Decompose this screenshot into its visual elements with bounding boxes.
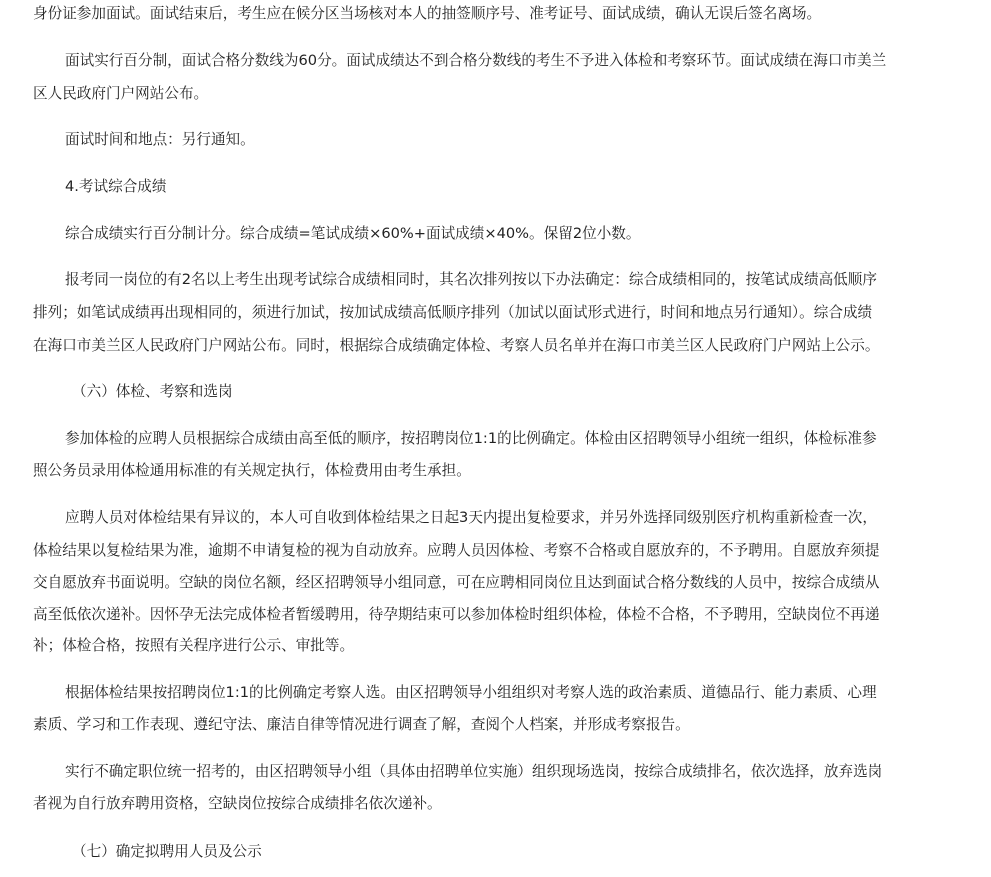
text-line: 补；体检合格，按照有关程序进行公示、审批等。 [33,637,355,654]
section-heading: （七）确定拟聘用人员及公示 [72,843,262,860]
text-line: 高至低依次递补。因怀孕无法完成体检者暂缓聘用，待孕期结束可以参加体检时组织体检，体检不合格，不予聘用，空缺岗位不再递 [33,606,880,623]
text-line: 照公务员录用体检通用标准的有关规定执行，体检费用由考生承担。 [33,462,471,479]
text-line: 根据体检结果按招聘岗位1:1的比例确定考察人选。由区招聘领导小组组织对考察人选的政治素质、道德品行、能力素质、心理 [65,684,877,701]
text-line: 参加体检的应聘人员根据综合成绩由高至低的顺序，按招聘岗位1:1的比例确定。体检由区招聘领导小组统一组织，体检标准参 [65,430,877,447]
text-line: 区人民政府门户网站公布。 [33,85,209,102]
text-line: 素质、学习和工作表现、遵纪守法、廉洁自律等情况进行调查了解，查阅个人档案，并形成考察报告。 [33,716,690,733]
text-line: 报考同一岗位的有2名以上考生出现考试综合成绩相同时，其名次排列按以下办法确定：综合成绩相同的，按笔试成绩高低顺序 [65,271,877,288]
text-line: 综合成绩实行百分制计分。综合成绩=笔试成绩×60%+面试成绩×40%。保留2位小数。 [65,225,641,242]
subheading: 4.考试综合成绩 [65,178,167,195]
text-line: 应聘人员对体检结果有异议的，本人可自收到体检结果之日起3天内提出复检要求，并另外选择同级别医疗机构重新检查一次， [65,509,877,526]
text-line: 在海口市美兰区人民政府门户网站公布。同时，根据综合成绩确定体检、考察人员名单并在海口市美兰区人民政府门户网站上公示。 [33,337,880,354]
text-line: 面试时间和地点：另行通知。 [65,131,255,148]
text-line: 者视为自行放弃聘用资格，空缺岗位按综合成绩排名依次递补。 [33,795,442,812]
text-line: 体检结果以复检结果为准，逾期不申请复检的视为自动放弃。应聘人员因体检、考察不合格或自愿放弃的，不予聘用。自愿放弃须提 [33,542,880,559]
text-line: 身份证参加面试。面试结束后，考生应在候分区当场核对本人的抽签顺序号、准考证号、面试成绩，确认无误后签名离场。 [33,5,822,22]
text-line: 面试实行百分制，面试合格分数线为60分。面试成绩达不到合格分数线的考生不予进入体检和考察环节。面试成绩在海口市美兰 [65,52,887,69]
text-line: 交自愿放弃书面说明。空缺的岗位名额，经区招聘领导小组同意，可在应聘相同岗位且达到面试合格分数线的人员中，按综合成绩从 [33,574,880,591]
text-line: 实行不确定职位统一招考的，由区招聘领导小组（具体由招聘单位实施）组织现场选岗，按综合成绩排名，依次选择，放弃选岗 [65,763,883,780]
section-heading: （六）体检、考察和选岗 [72,383,233,400]
text-line: 排列；如笔试成绩再出现相同的，须进行加试，按加试成绩高低顺序排列（加试以面试形式进行，时间和地点另行通知）。综合成绩 [33,304,873,321]
